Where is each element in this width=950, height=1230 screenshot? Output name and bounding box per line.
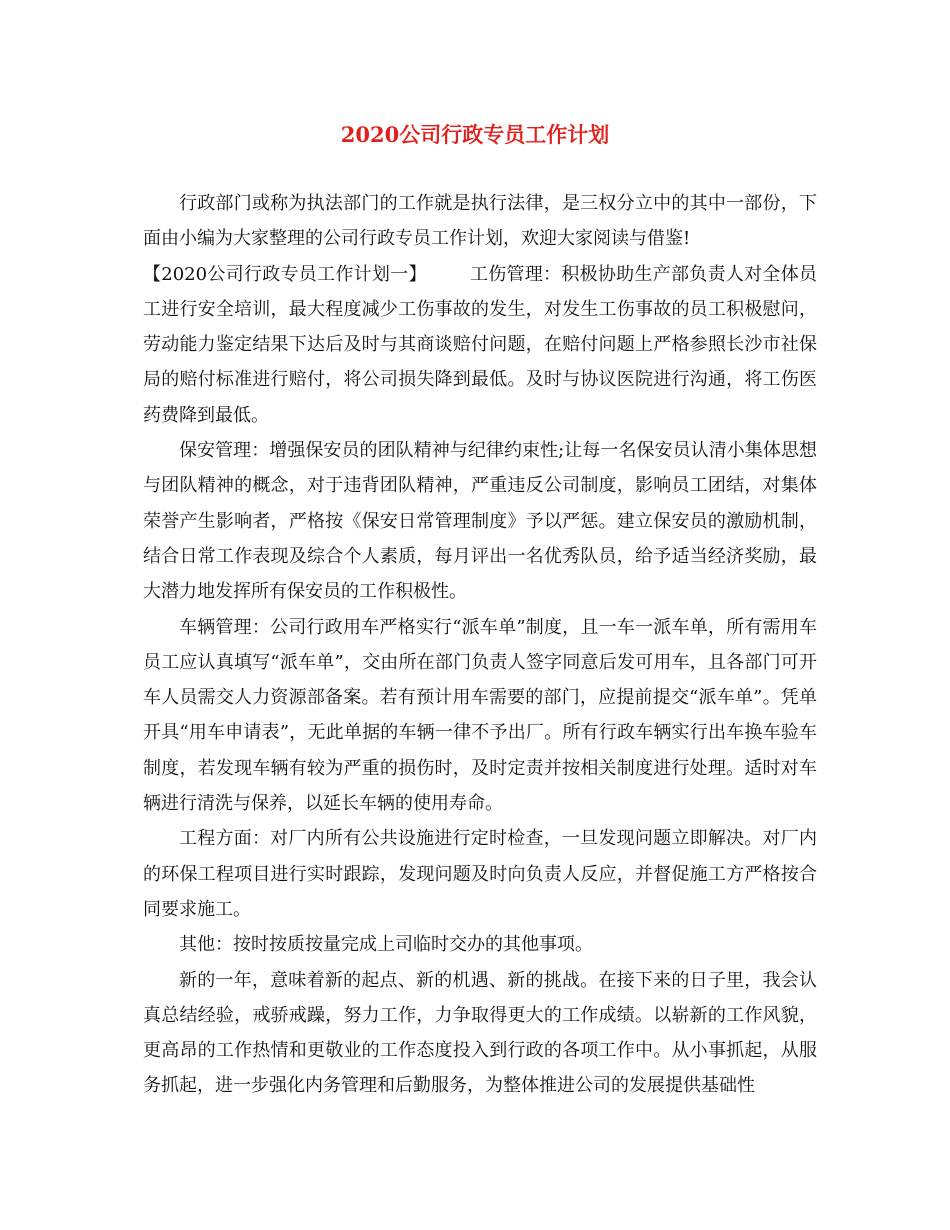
security-management-paragraph: 保安管理：增强保安员的团队精神与纪律约束性;让每一名保安员认清小集体思想与团队精神的概念，对于违背团队精神，严重违反公司制度，影响员工团结，对集体荣誉产生影响者，严格按《保安日常管理制度》予以严惩。建立保安员的激励机制，结合日常工作表现及综合个人素质，每月评出一名优秀队员，给予适当经济奖励，最大潜力地发挥所有保安员的工作积极性。: [143, 440, 817, 603]
injury-management-text: 工伤管理：积极协助生产部负责人对全体员工进行安全培训，最大程度减少工伤事故的发生，对发生工伤事故的员工积极慰问，劳动能力鉴定结果下达后及时与其商谈赔付问题，在赔付问题上严格参照长沙市社保局的赔付标准进行赔付，将公司损失降到最低。及时与协议医院进行沟通，将工伤医药费降到最低。: [143, 263, 817, 426]
plan-one-paragraph: [143, 257, 817, 433]
new-year-paragraph: 新的一年，意味着新的起点、新的机遇、新的挑战。在接下来的日子里，我会认真总结经验，戒骄戒躁，努力工作，力争取得更大的工作成绩。以崭新的工作风貌，更高昂的工作热情和更敬业的工作态度投入到行政的各项工作中。从小事抓起，从服务抓起，进一步强化内务管理和后勤服务，为整体推进公司的发展提供基础性: [143, 969, 817, 1097]
vehicle-management-paragraph: 车辆管理：公司行政用车严格实行“派车单”制度，且一车一派车单，所有需用车员工应认真填写“派车单”，交由所在部门负责人签字同意后发可用车，且各部门可开车人员需交人力资源部备案。若有预计用车需要的部门，应提前提交“派车单”。凭单开具“用车申请表”，无此单据的车辆一律不予出厂。所有行政车辆实行出车换车验车制度，若发现车辆有较为严重的损伤时，及时定责并按相关制度进行处理。适时对车辆进行清洗与保养，以延长车辆的使用寿命。: [143, 616, 817, 815]
other-paragraph: 其他：按时按质按量完成上司临时交办的其他事项。: [179, 934, 593, 956]
section-heading: 【2020公司行政专员工作计划一】: [143, 263, 427, 285]
intro-paragraph: 行政部门或称为执法部门的工作就是执行法律，是三权分立中的其中一部份，下面由小编为大家整理的公司行政专员工作计划，欢迎大家阅读与借鉴!: [143, 193, 817, 250]
document-title: 2020公司行政专员工作计划: [340, 122, 610, 147]
document-body: [143, 186, 817, 1104]
engineering-paragraph: 工程方面：对厂内所有公共设施进行定时检查，一旦发现问题立即解决。对厂内的环保工程项目进行实时跟踪，发现问题及时向负责人反应，并督促施工方严格按合同要求施工。: [143, 828, 817, 920]
